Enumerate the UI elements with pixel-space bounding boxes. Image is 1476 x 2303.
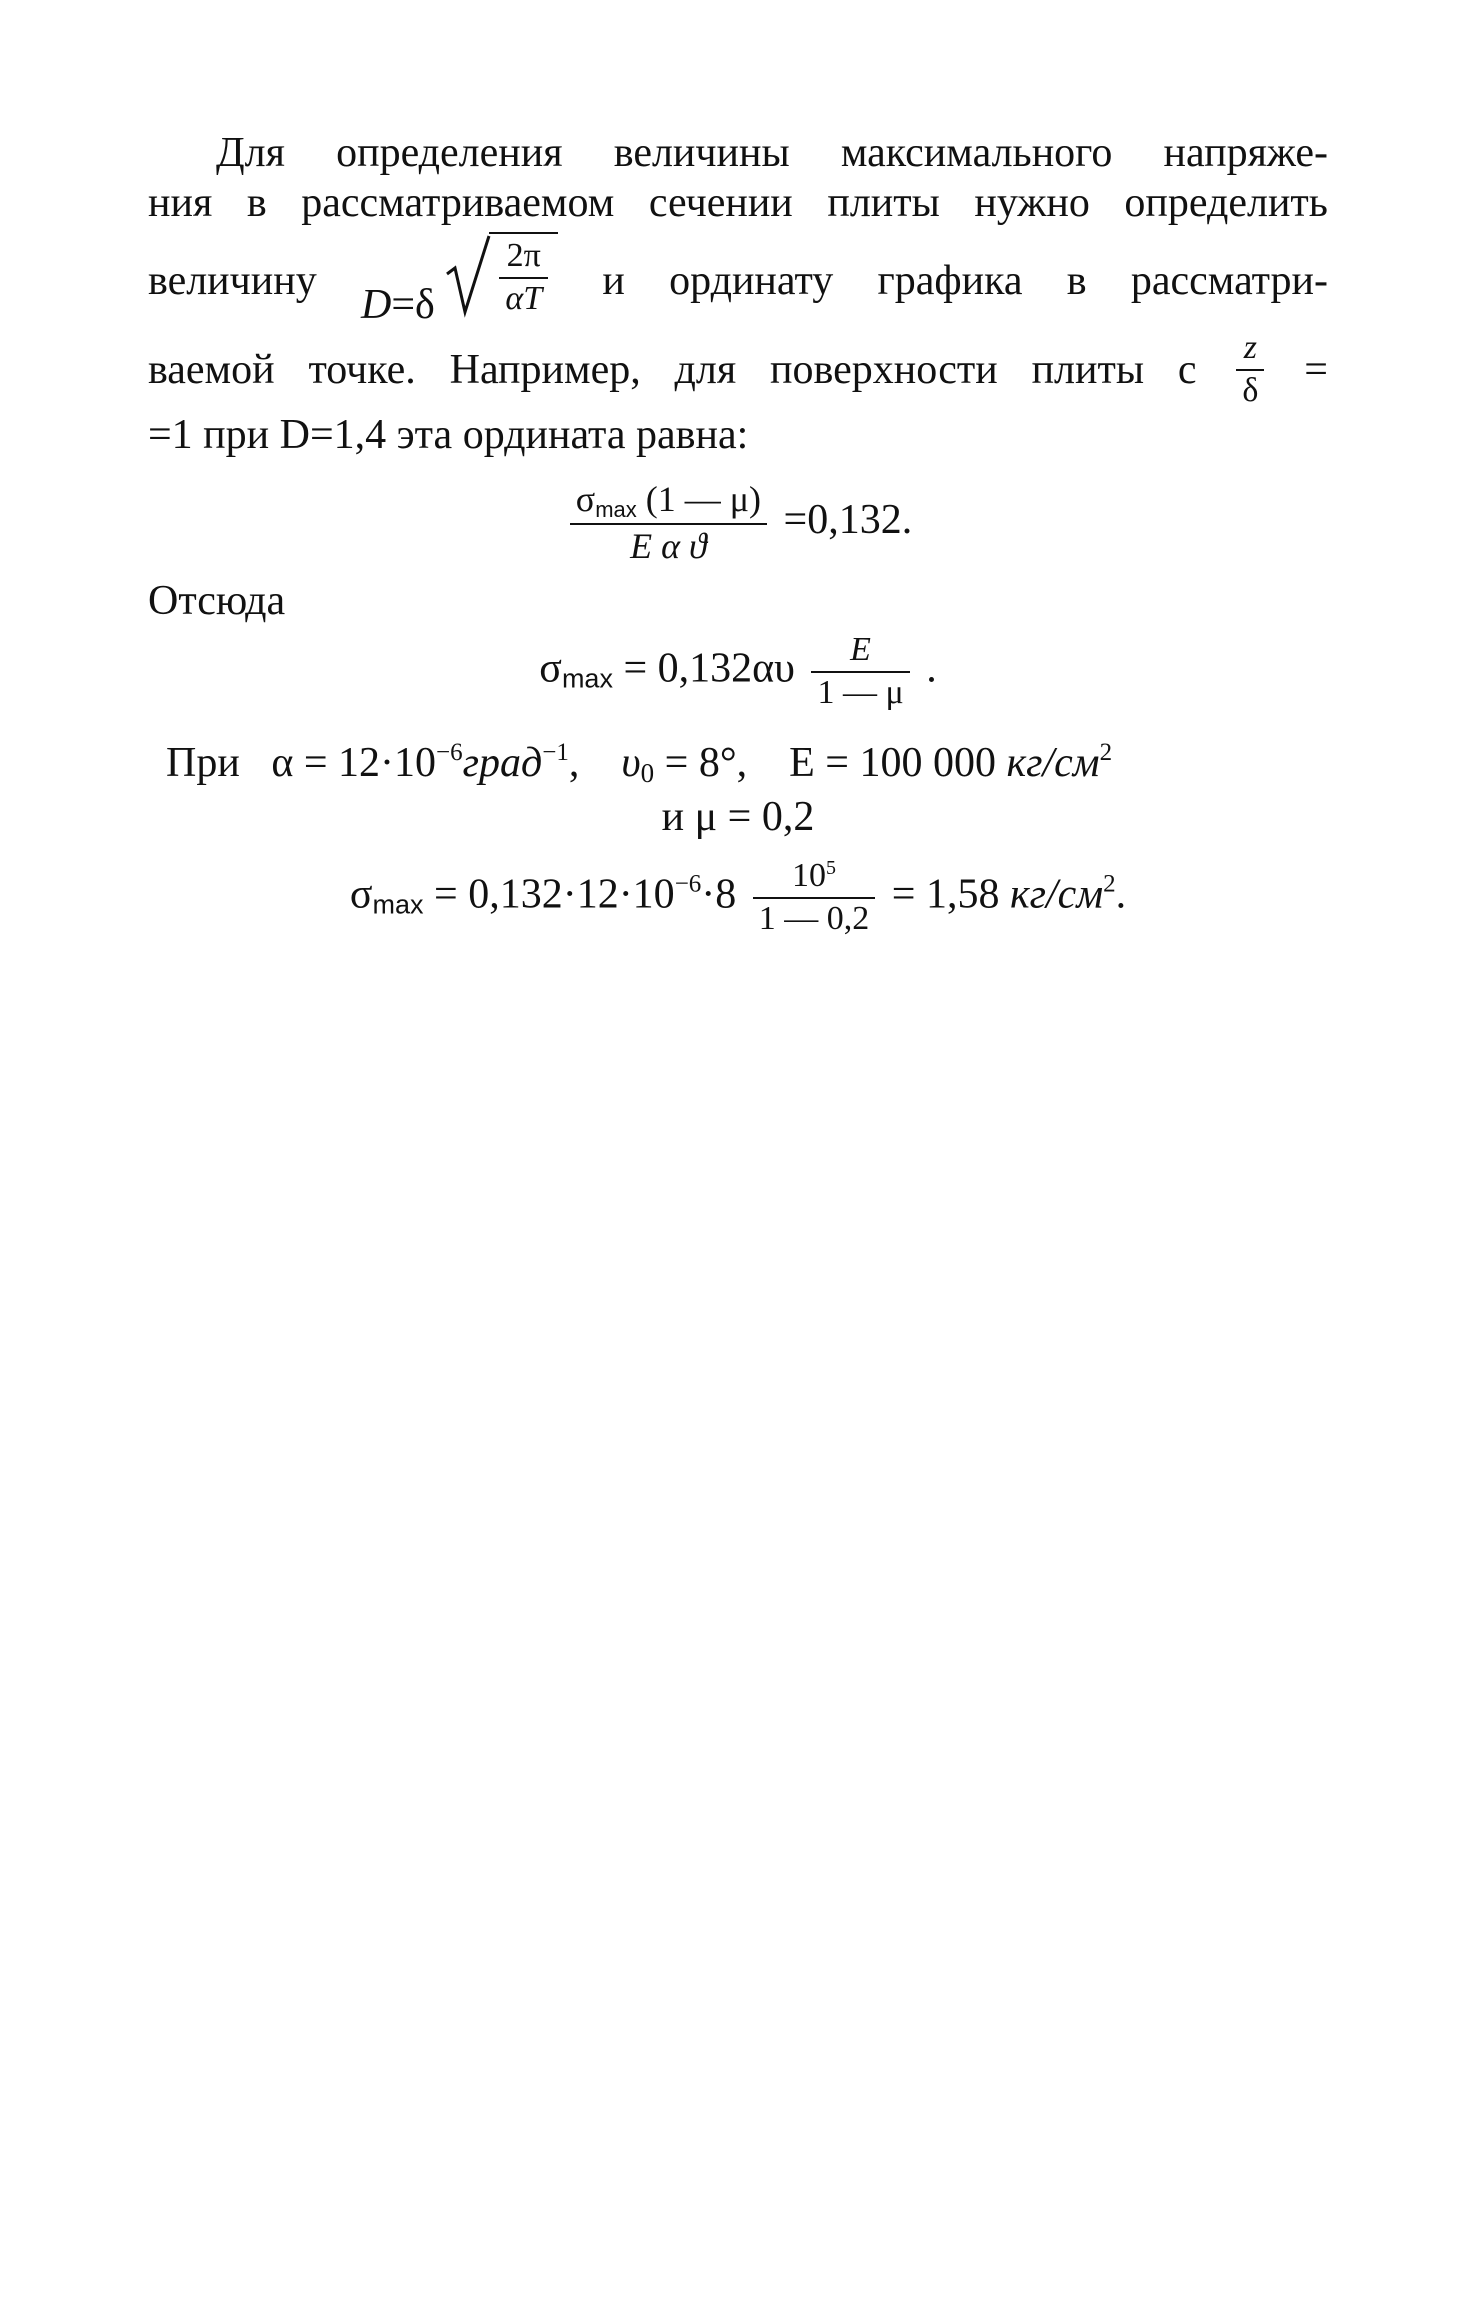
fraction-numerator: z	[1236, 328, 1264, 371]
radicand	[489, 232, 558, 320]
paragraph-line-1	[148, 128, 1328, 178]
v0-value: = 8°,	[654, 740, 748, 786]
fraction-denominator: δ	[1242, 371, 1259, 409]
sigma-symbol: σ	[575, 479, 596, 519]
word: величины	[613, 130, 790, 176]
alpha-unit-exponent: −1	[542, 739, 569, 766]
delta-symbol: δ	[415, 281, 435, 328]
word: ваемой	[148, 346, 275, 393]
numerator-rest: (1 — μ)	[636, 479, 762, 519]
equals-sign: =	[391, 281, 416, 328]
word: Для	[216, 130, 285, 176]
subscript-max: max	[561, 663, 613, 694]
sigma-symbol: σ	[349, 871, 373, 918]
fraction-numerator: 2π	[499, 236, 548, 279]
eq2-middle: = 0,132αυ	[612, 645, 795, 692]
eq3-end: .	[1115, 871, 1127, 918]
word: напряже-	[1163, 130, 1328, 176]
hence-text: Отсюда	[148, 578, 286, 624]
paragraph-line-5	[148, 410, 1328, 460]
eq3-unit-exponent: 2	[1103, 870, 1116, 898]
eq3-exponent: −6	[674, 870, 702, 898]
fraction-numerator	[753, 856, 876, 899]
fraction-denominator: E α ϑ	[630, 526, 707, 567]
square-root	[445, 232, 558, 320]
word: рассматриваемом	[301, 180, 615, 226]
eq3-rhs: = 1,58	[891, 871, 1000, 918]
radical-sign-icon	[445, 234, 491, 318]
paragraph-line-3	[148, 232, 1328, 330]
mu-value: и μ = 0,2	[661, 794, 815, 840]
equals-sign: =	[1304, 346, 1328, 393]
eq2-fraction	[811, 630, 909, 714]
comma: ,	[568, 740, 580, 786]
word: с	[1177, 346, 1197, 393]
z-over-delta-fraction	[1236, 328, 1264, 412]
word: и	[602, 257, 625, 304]
equation-3	[148, 856, 1328, 940]
word: точке.	[308, 346, 416, 393]
equation-2	[148, 630, 1328, 714]
word: поверхности	[770, 346, 998, 393]
sigma-symbol: σ	[539, 645, 562, 692]
v0-symbol: υ	[621, 740, 641, 786]
equation-1	[148, 478, 1328, 569]
numerator-base: 10	[792, 857, 827, 894]
numerator-exponent: 5	[826, 857, 837, 879]
pri-word: При	[166, 740, 240, 786]
alpha-unit: град	[462, 740, 543, 786]
alpha-value: α = 12·10	[271, 740, 436, 786]
fraction-denominator: αT	[505, 279, 543, 317]
word: нужно	[974, 180, 1090, 226]
fraction-denominator: 1 — μ	[817, 673, 904, 711]
eq1-fraction	[570, 478, 767, 569]
fraction-denominator: 1 — 0,2	[758, 899, 870, 937]
word: определить	[1124, 180, 1328, 226]
word: ординату	[669, 257, 834, 304]
eq1-rhs: =0,132.	[783, 496, 913, 543]
word: в	[1066, 257, 1087, 304]
hence-label	[148, 576, 1328, 626]
mu-value-line	[148, 792, 1328, 842]
word: Например,	[449, 346, 641, 393]
e-unit: кг/см	[1006, 740, 1100, 786]
word: плиты	[827, 180, 940, 226]
sqrt-fraction	[499, 236, 548, 320]
eq3-fraction	[753, 856, 876, 940]
alpha-exponent: −6	[436, 739, 463, 766]
v0-subscript: 0	[640, 758, 655, 788]
e-value: E = 100 000	[789, 740, 996, 786]
word: определения	[336, 130, 563, 176]
word: плиты	[1031, 346, 1145, 393]
var-d: D	[361, 281, 392, 328]
paragraph-line-4	[148, 328, 1328, 412]
word: сечении	[648, 180, 793, 226]
word: величину	[148, 257, 317, 304]
word: рассматри-	[1130, 257, 1328, 304]
word: графика	[877, 257, 1023, 304]
fraction-numerator	[570, 478, 767, 525]
word: максимального	[840, 130, 1113, 176]
eq3-middle: = 0,132·12·10	[423, 871, 675, 918]
word: для	[674, 346, 737, 393]
word: в	[246, 180, 267, 226]
d-formula	[361, 232, 558, 330]
subscript-max: max	[372, 889, 424, 920]
given-values-line	[148, 738, 1328, 789]
subscript-max: max	[595, 497, 637, 522]
eq3-unit: кг/см	[1009, 871, 1104, 918]
eq2-end: .	[926, 645, 937, 692]
e-unit-exponent: 2	[1099, 739, 1113, 766]
eq3-middle-2: ·8	[701, 871, 737, 918]
word: ния	[148, 180, 213, 226]
fraction-numerator: E	[811, 630, 909, 673]
line-5-text: =1 при D=1,4 эта ордината равна:	[148, 412, 749, 458]
paragraph-line-2	[148, 178, 1328, 228]
